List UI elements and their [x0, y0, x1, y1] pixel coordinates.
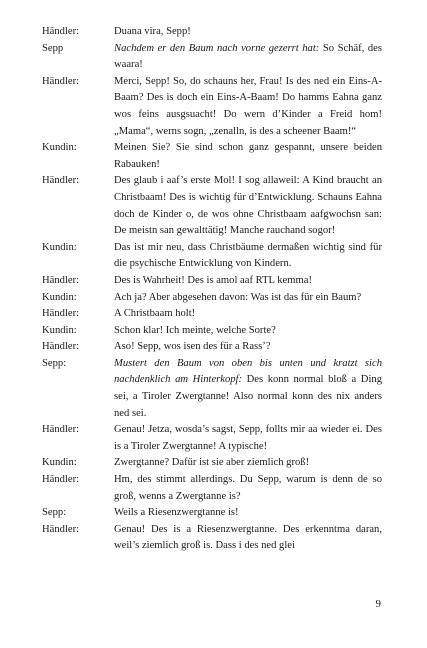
dialogue-line	[42, 240, 382, 273]
spoken-text: Duana vira, Sepp!	[114, 26, 191, 37]
spoken-text: So Schäf, des waara!	[114, 42, 382, 71]
stage-direction: Mustert den Baum von oben bis unten und kratzt sich nachdenklich am Hinterkopf:	[114, 357, 382, 386]
speech-text	[114, 140, 382, 173]
speech-text	[114, 173, 382, 239]
dialogue-line	[42, 74, 382, 140]
dialogue-line	[42, 140, 382, 173]
speaker-label: Händler:	[42, 474, 80, 486]
speaker-label: Händler:	[42, 523, 80, 535]
spoken-text: Des glaub i aaf’s erste Mol! I sog allaweil: A Kind braucht an Christbaam! Des is wichtig für d’Entwicklung. Schauns Eahna doch de Kinder o, de wos ohne Christbaam aafgwochsn san: De meistn san gewalttätig! Manche rauchand sogor!	[114, 175, 382, 237]
speech-text	[114, 422, 382, 455]
spoken-text: Des konn normal bloß a Ding sei, a Tiroler Zwergtanne! Also normal konn des nix anders ned sei.	[114, 374, 382, 419]
speaker-label: Sepp:	[42, 507, 67, 519]
speaker-label: Kundin:	[42, 291, 77, 303]
spoken-text: Weils a Riesenzwergtanne is!	[114, 507, 239, 519]
speaker-label: Sepp	[42, 42, 64, 54]
speech-text	[114, 41, 382, 74]
spoken-text: Meinen Sie? Sie sind schon ganz gespannt, unsere beiden Rabauken!	[114, 142, 382, 170]
speaker-label: Kundin:	[42, 142, 77, 154]
dialogue-line	[42, 455, 382, 472]
speech-text	[114, 339, 382, 356]
dialogue-line	[42, 356, 382, 422]
speech-text	[114, 290, 382, 307]
speaker-label: Händler:	[42, 26, 80, 37]
speaker-label: Händler:	[42, 424, 80, 436]
spoken-text: Aso! Sepp, wos isen des für a Rass’?	[114, 341, 271, 353]
spoken-text: Zwergtanne? Dafür ist sie aber ziemlich groß!	[114, 457, 310, 469]
dialogue-line	[42, 41, 382, 74]
dialogue-line	[42, 306, 382, 323]
dialogue-line	[42, 472, 382, 505]
speech-text	[114, 356, 382, 422]
speech-text	[114, 74, 382, 140]
speaker-label: Sepp:	[42, 357, 67, 369]
speech-text	[114, 323, 382, 340]
stage-direction: Nachdem er den Baum nach vorne gezerrt hat:	[114, 42, 320, 54]
dialogue-line	[42, 339, 382, 356]
speaker-label: Händler:	[42, 175, 80, 187]
dialogue-line	[42, 323, 382, 340]
spoken-text: Das ist mir neu, dass Christbäume dermaßen wichtig sind für die psychische Entwicklung von Kindern.	[114, 241, 382, 270]
speech-text	[114, 505, 382, 522]
dialogue-block	[42, 24, 382, 555]
spoken-text: Hm, des stimmt allerdings. Du Sepp, warum is denn de so groß, wenns a Zwergtanne is?	[114, 474, 382, 502]
speech-text	[114, 522, 382, 555]
spoken-text: A Christbaam holt!	[114, 308, 196, 320]
dialogue-line	[42, 173, 382, 239]
speech-text	[114, 455, 382, 472]
speech-text	[114, 306, 382, 323]
speech-text	[114, 240, 382, 273]
dialogue-line	[42, 522, 382, 555]
spoken-text: Schon klar! Ich meinte, welche Sorte?	[114, 324, 276, 336]
spoken-text: Merci, Sepp! So, do schauns her, Frau! Is des ned ein Eins-A-Baam? Des is doch ein Eins-A-Baam! Do hamms Eahna ganz wos feins ausgsuacht! Do wern d’Kinder a Freid hom! „Mama“, werns sogn, „zenalln, is des a scheener Baam!“	[114, 75, 382, 137]
spoken-text: Ach ja? Aber abgesehen davon: Was ist das für ein Baum?	[114, 291, 362, 303]
speech-text	[114, 472, 382, 505]
speaker-label: Kundin:	[42, 324, 77, 336]
dialogue-line	[42, 290, 382, 307]
page-number: 9	[375, 598, 381, 610]
spoken-text: Genau! Jetza, wosda’s sagst, Sepp, follts mir aa wieder ei. Des is a Tiroler Zwergtanne! A typische!	[114, 424, 382, 452]
speaker-label: Händler:	[42, 308, 80, 320]
speaker-label: Händler:	[42, 75, 80, 87]
speaker-label: Händler:	[42, 274, 80, 286]
speech-text	[114, 273, 382, 290]
speech-text	[114, 24, 382, 41]
spoken-text: Des is Wahrheit! Des is amol aaf RTL kemma!	[114, 274, 312, 286]
dialogue-line	[42, 422, 382, 455]
speaker-label: Kundin:	[42, 241, 77, 253]
dialogue-line	[42, 24, 382, 41]
speaker-label: Kundin:	[42, 457, 77, 469]
dialogue-line	[42, 505, 382, 522]
dialogue-line	[42, 273, 382, 290]
spoken-text: Genau! Des is a Riesenzwergtanne. Des erkenntma daran, weil’s ziemlich groß is. Dass i des ned glei	[114, 523, 382, 552]
speaker-label: Händler:	[42, 341, 80, 353]
